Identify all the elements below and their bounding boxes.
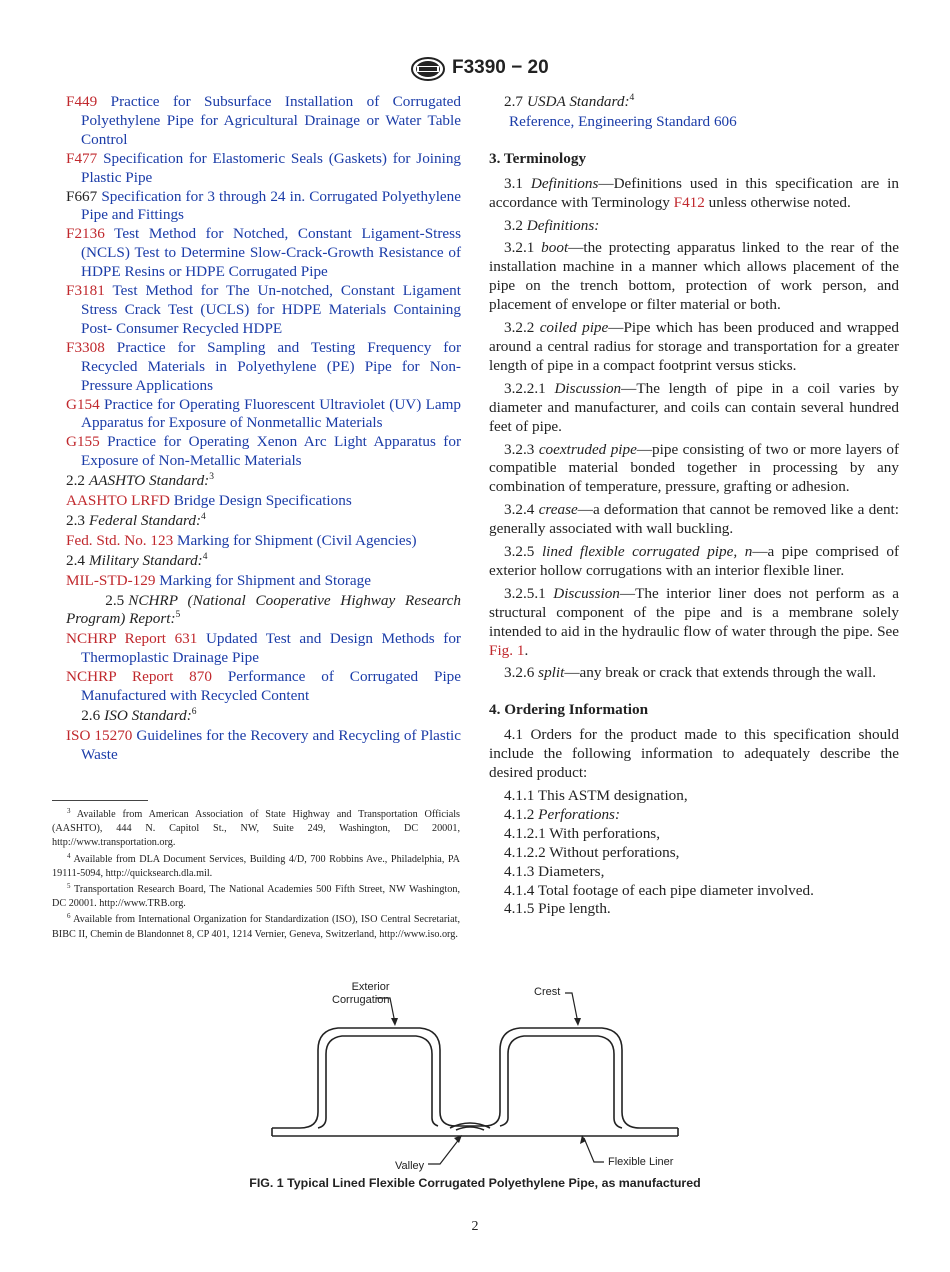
discussion-coiled-pipe: 3.2.2.1 Discussion—The length of pipe in a coil varies by diameter and manufacturer, and coils can contain several hundred feet of pipe. xyxy=(489,379,900,435)
paragraph-3-2: 3.2 Definitions: xyxy=(504,216,600,234)
section-2-4: 2.4 Military Standard:$^4$ xyxy=(66,551,208,569)
page-number: 2 xyxy=(471,1219,479,1234)
section-2-5: 2.5 NCHRP (National Cooperative Highway Research Program) Report:$^5$ xyxy=(66,591,462,628)
list-item: 4.1.3 Diameters, xyxy=(504,862,605,880)
label-exterior-corrugation: Exterior Corrugation xyxy=(332,981,390,1006)
definition-coextruded-pipe: 3.2.3 coextruded pipe—pipe consisting of two or more layers of compatible material bonded together in processing by any combination of temperature, pressure, grafting or adhesion. xyxy=(489,440,899,496)
list-item: 4.1.4 Total footage of each pipe diameter involved. xyxy=(504,881,814,899)
section-2-6: 2.6 ISO Standard:$^6$ xyxy=(81,707,197,724)
reference-item[interactable]: F667 Specification for 3 through 24 in. Corrugated Polyethylene Pipe and Fittings xyxy=(66,187,462,224)
footnote: $^6$ Available from International Organization for Standardization (ISO), ISO Central Secretariat, BIBC II, Chemin de Blandonnet 8, CP 401, 1214 Vernier, Geneva, Switzerland, http://www.iso.org. xyxy=(52,912,460,940)
paragraph-4-1: 4.1 Orders for the product made to this specification should include the following information to adequately describe the desired product: xyxy=(489,726,899,782)
reference-item[interactable]: F449 Practice for Subsurface Installation of Corrugated Polyethylene Pipe for Agricultural Drainage or Water Table Control xyxy=(66,93,462,148)
footnote: $^3$ Available from American Association of State Highway and Transportation Officials (AASHTO), 444 N. Capitol St., NW, Suite 249, Washington, DC 20001, http://www.transportation.org. xyxy=(52,807,461,849)
section-2-2: 2.2 AASHTO Standard:$^3$ xyxy=(66,472,214,490)
reference-item[interactable]: ISO 15270 Guidelines for the Recovery and Recycling of Plastic Waste xyxy=(66,726,462,763)
list-item: 4.1.2.1 With perforations, xyxy=(504,824,661,842)
page-header xyxy=(0,56,950,82)
footnotes xyxy=(52,800,460,944)
usda-reference-link[interactable]: Reference, Engineering Standard 606 xyxy=(509,112,737,130)
definition-coiled-pipe: 3.2.2 coiled pipe—Pipe which has been produced and wrapped around a central radius for storage and transportation for a greater length of pipe in a compact footprint versus sticks. xyxy=(489,319,899,374)
section-heading-ordering: 4. Ordering Information xyxy=(489,701,649,719)
astm-logo-icon xyxy=(410,56,446,82)
reference-item[interactable]: G154 Practice for Operating Fluorescent Ultraviolet (UV) Lamp Apparatus for Exposure of Nonmetallic Materials xyxy=(66,395,461,432)
reference-item[interactable]: NCHRP Report 631 Updated Test and Design Methods for Thermoplastic Drainage Pipe xyxy=(66,630,461,667)
pipe-cross-section-diagram xyxy=(260,978,690,1178)
reference-item[interactable]: F3308 Practice for Sampling and Testing Frequency for Recycled Materials in Polyethylene (PE) Pipe for Non-Pressure Applications xyxy=(66,338,462,394)
right-column xyxy=(489,92,899,919)
reference-item[interactable]: AASHTO LRFD Bridge Design Specifications xyxy=(66,492,352,510)
reference-item[interactable]: F477 Specification for Elastomeric Seals (Gaskets) for Joining Plastic Pipe xyxy=(66,149,462,186)
label-crest: Crest xyxy=(534,986,561,998)
reference-item[interactable]: NCHRP Report 870 Performance of Corrugated Pipe Manufactured with Recycled Content xyxy=(66,668,462,705)
list-item: 4.1.5 Pipe length. xyxy=(504,900,611,918)
figure-caption: FIG. 1 Typical Lined Flexible Corrugated Polyethylene Pipe, as manufactured xyxy=(249,1176,701,1190)
reference-item[interactable]: Fed. Std. No. 123 Marking for Shipment (Civil Agencies) xyxy=(66,531,417,549)
definition-crease: 3.2.4 crease—a deformation that cannot be removed like a dent: generally associated with wall buckling. xyxy=(489,501,899,538)
reference-item[interactable]: F3181 Test Method for The Un-notched, Constant Ligament Stress Crack Test (UCLS) for HDPE Materials Containing Post- Consumer Recycled HDPE xyxy=(66,282,461,337)
label-flexible-liner: Flexible Liner xyxy=(608,1156,674,1168)
document-designation: F3390 − 20 xyxy=(452,57,549,78)
section-2-3: 2.3 Federal Standard:$^4$ xyxy=(66,511,206,529)
label-valley: Valley xyxy=(395,1160,425,1172)
list-item: 4.1.1 This ASTM designation, xyxy=(504,787,688,804)
footnote-divider xyxy=(52,800,148,801)
definition-split: 3.2.6 split—any break or crack that extends through the wall. xyxy=(504,664,876,682)
reference-item[interactable]: G155 Practice for Operating Xenon Arc Light Apparatus for Exposure of Non-Metallic Materials xyxy=(66,433,461,470)
reference-list xyxy=(66,93,461,471)
definition-lined-flexible-corrugated-pipe: 3.2.5 lined flexible corrugated pipe, n—a pipe comprised of exterior hollow corrugations with an interior flexible liner. xyxy=(489,543,900,579)
section-heading-terminology: 3. Terminology xyxy=(489,149,587,167)
discussion-lined-pipe: 3.2.5.1 Discussion—The interior liner does not perform as a structural component of the pipe and is a membrane solely intended to aid in the hydraulic flow of water through the pipe. See Fig. 1. xyxy=(489,584,900,659)
left-column xyxy=(66,93,461,765)
footnote: $^5$ Transportation Research Board, The National Academies 500 Fifth Street, NW Washington, DC 20001. http://www.TRB.org. xyxy=(52,882,460,910)
paragraph-3-1: 3.1 Definitions—Definitions used in this specification are in accordance with Terminology F412 unless otherwise noted. xyxy=(489,174,899,211)
footnote: $^4$ Available from DLA Document Services, Building 4/D, 700 Robbins Ave., Philadelphia, PA 19111-5094, http://quicksearch.dla.mil. xyxy=(52,851,461,879)
reference-item[interactable]: F2136 Test Method for Notched, Constant Ligament-Stress (NCLS) Test to Determine Slow-Crack-Growth Resistance of HDPE Resins or HDPE Corrugated Pipe xyxy=(66,225,461,281)
section-2-7: 2.7 USDA Standard:$^4$ xyxy=(504,93,635,110)
figure-1-pipe-diagram xyxy=(260,978,690,1178)
ref-link-f412[interactable]: F412 xyxy=(673,193,705,211)
definition-boot: 3.2.1 boot—the protecting apparatus linked to the rear of the installation machine in a manner which allows placement of the pipe on the trench bottom, protection of work person, and placement of envelope or filter material or both. xyxy=(489,239,900,314)
list-item: 4.1.2.2 Without perforations, xyxy=(504,843,680,861)
list-item: 4.1.2 Perforations: xyxy=(504,805,621,823)
reference-item[interactable]: MIL-STD-129 Marking for Shipment and Storage xyxy=(66,571,371,589)
figure-1-link[interactable]: Fig. 1 xyxy=(489,641,525,659)
